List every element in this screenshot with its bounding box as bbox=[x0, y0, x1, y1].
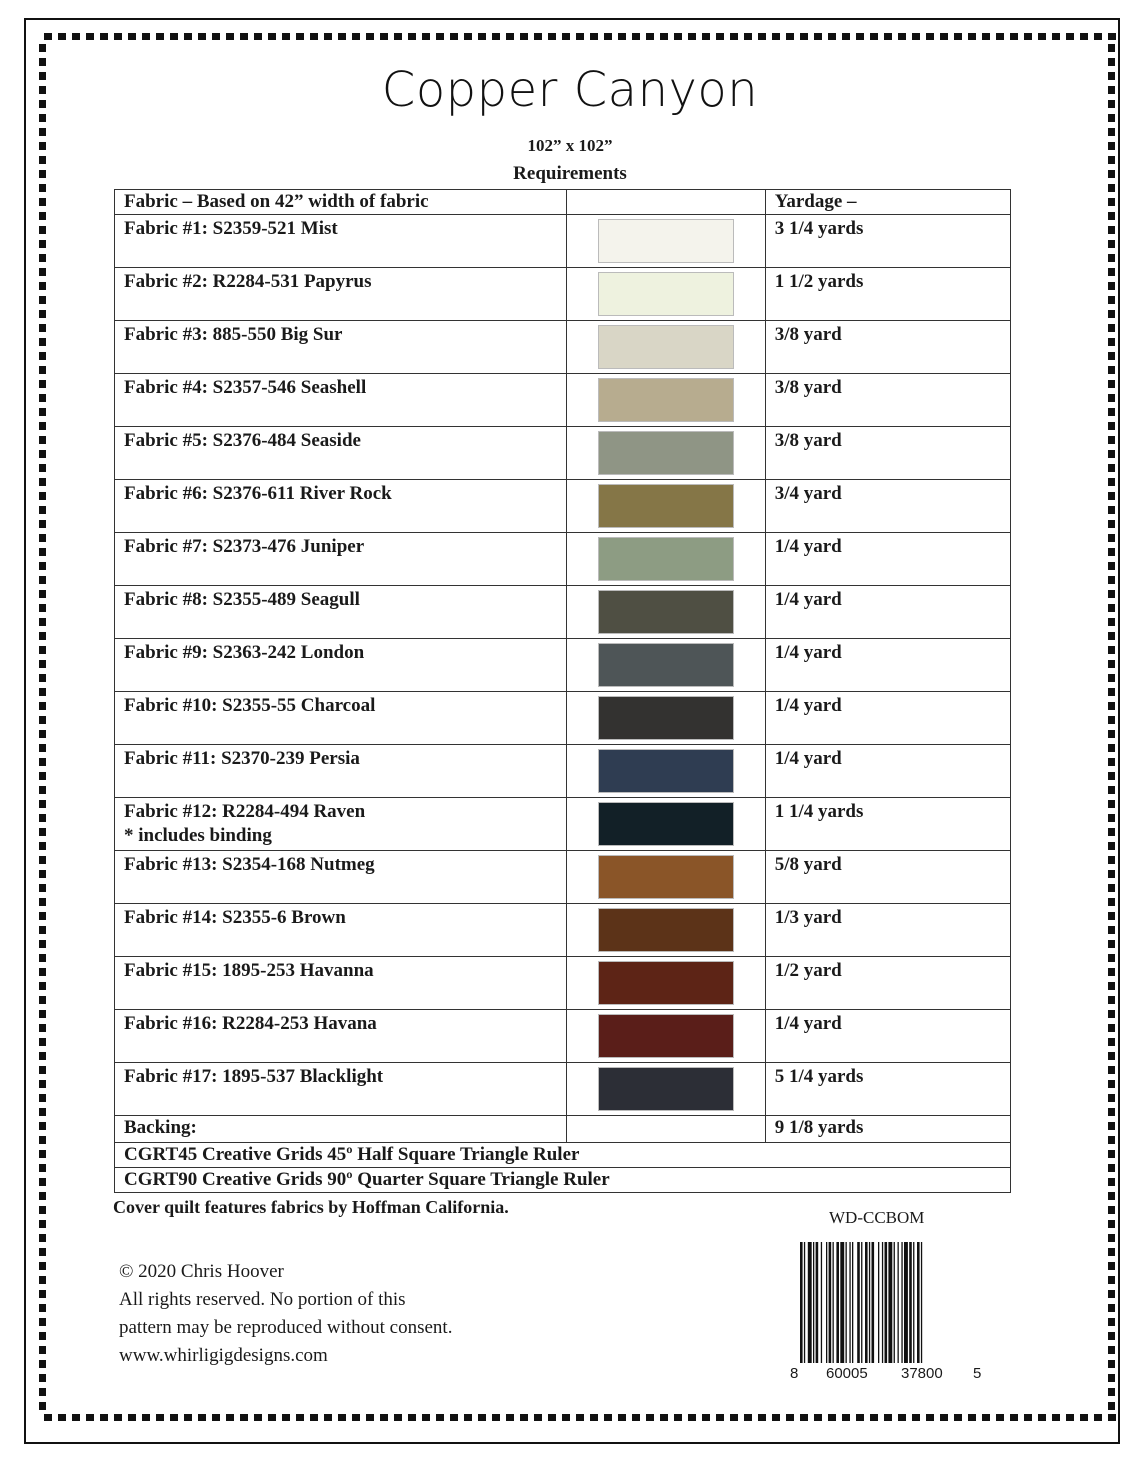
fabric-name-cell bbox=[115, 692, 567, 745]
dotted-border-left bbox=[39, 44, 46, 1410]
table-row bbox=[115, 321, 1011, 374]
swatch-cell bbox=[566, 533, 765, 586]
table-header-row bbox=[115, 190, 1011, 215]
swatch-cell bbox=[566, 1063, 765, 1116]
backing-yardage: 9 1/8 yards bbox=[765, 1116, 1010, 1143]
yardage-cell: 1 1/4 yards bbox=[765, 798, 1010, 851]
fabric-name-cell bbox=[115, 268, 567, 321]
swatch-cell bbox=[566, 692, 765, 745]
table-row bbox=[115, 745, 1011, 798]
barcode-bar bbox=[913, 1242, 914, 1363]
fabric-name-cell bbox=[115, 480, 567, 533]
yardage-cell: 5/8 yard bbox=[765, 851, 1010, 904]
fabric-name-cell bbox=[115, 798, 567, 851]
barcode-digits-right: 37800 bbox=[901, 1365, 943, 1382]
barcode-bar bbox=[898, 1242, 899, 1363]
swatch-cell bbox=[566, 480, 765, 533]
fabric-name-cell bbox=[115, 533, 567, 586]
barcode-bar bbox=[800, 1242, 803, 1363]
table-row bbox=[115, 904, 1011, 957]
barcode-bar bbox=[909, 1242, 912, 1363]
barcode-bar bbox=[894, 1242, 895, 1363]
barcode-bar bbox=[829, 1242, 832, 1363]
barcode-bar bbox=[861, 1242, 862, 1363]
swatch-cell bbox=[566, 798, 765, 851]
yardage-cell: 1 1/2 yards bbox=[765, 268, 1010, 321]
fabric-credit: Cover quilt features fabrics by Hoffman California. bbox=[113, 1197, 509, 1217]
fabric-label: Fabric #14: S2355-6 Brown bbox=[124, 907, 346, 928]
yardage-cell: 1/2 yard bbox=[765, 957, 1010, 1010]
dotted-border-right bbox=[1108, 44, 1115, 1410]
table-row bbox=[115, 427, 1011, 480]
fabric-name-cell bbox=[115, 215, 567, 268]
header-fabric: Fabric – Based on 42” width of fabric bbox=[115, 190, 567, 215]
fabric-name-cell bbox=[115, 904, 567, 957]
fabric-swatch bbox=[598, 855, 734, 899]
barcode-bar bbox=[857, 1242, 860, 1363]
barcode-digit-check: 5 bbox=[973, 1365, 982, 1382]
swatch-cell bbox=[566, 957, 765, 1010]
rights-line: All rights reserved. No portion of this bbox=[119, 1289, 406, 1310]
table-row bbox=[115, 586, 1011, 639]
barcode-bar bbox=[849, 1242, 850, 1363]
fabric-label: Fabric #5: S2376-484 Seaside bbox=[124, 430, 361, 451]
yardage-cell: 5 1/4 yards bbox=[765, 1063, 1010, 1116]
fabric-label: Fabric #4: S2357-546 Seashell bbox=[124, 377, 367, 398]
fabric-swatch bbox=[598, 431, 734, 475]
fabric-label: Fabric #3: 885-550 Big Sur bbox=[124, 324, 343, 345]
fabric-swatch bbox=[598, 908, 734, 952]
barcode-bar bbox=[888, 1242, 892, 1363]
fabric-label: Fabric #11: S2370-239 Persia bbox=[124, 748, 360, 769]
pattern-code: WD-CCBOM bbox=[829, 1208, 925, 1227]
barcode-bar bbox=[885, 1242, 888, 1363]
swatch-cell bbox=[566, 1010, 765, 1063]
fabric-label: Fabric #9: S2363-242 London bbox=[124, 642, 365, 663]
fabric-label: Fabric #15: 1895-253 Havanna bbox=[124, 960, 374, 981]
fabric-swatch bbox=[598, 219, 734, 263]
fabric-swatch bbox=[598, 378, 734, 422]
barcode-bar bbox=[921, 1242, 922, 1363]
barcode-bar bbox=[804, 1242, 805, 1363]
fabric-label: Fabric #17: 1895-537 Blacklight bbox=[124, 1066, 384, 1087]
fabric-name-cell bbox=[115, 586, 567, 639]
swatch-cell bbox=[566, 215, 765, 268]
fabric-name-cell bbox=[115, 1010, 567, 1063]
yardage-cell: 3/8 yard bbox=[765, 321, 1010, 374]
swatch-cell bbox=[566, 851, 765, 904]
barcode-bar bbox=[878, 1242, 879, 1363]
backing-label: Backing: bbox=[115, 1116, 567, 1143]
table-row bbox=[115, 374, 1011, 427]
barcode-bar bbox=[904, 1242, 908, 1363]
table-row bbox=[115, 268, 1011, 321]
yardage-cell: 3/8 yard bbox=[765, 427, 1010, 480]
table-row bbox=[115, 639, 1011, 692]
fabric-label: Fabric #1: S2359-521 Mist bbox=[124, 218, 338, 239]
yardage-cell: 1/4 yard bbox=[765, 745, 1010, 798]
fabric-swatch bbox=[598, 1067, 734, 1111]
fabric-swatch bbox=[598, 325, 734, 369]
fabric-label: Fabric #10: S2355-55 Charcoal bbox=[124, 695, 376, 716]
fabric-swatch bbox=[598, 272, 734, 316]
fabric-swatch bbox=[598, 1014, 734, 1058]
fabric-name-cell bbox=[115, 1063, 567, 1116]
copyright-line: © 2020 Chris Hoover bbox=[119, 1261, 284, 1282]
fabric-name-cell bbox=[115, 851, 567, 904]
swatch-cell bbox=[566, 374, 765, 427]
barcode-digit-lead: 8 bbox=[790, 1365, 799, 1382]
fabric-swatch bbox=[598, 537, 734, 581]
barcode-bar bbox=[882, 1242, 883, 1363]
yardage-cell: 1/4 yard bbox=[765, 533, 1010, 586]
dotted-border-bottom bbox=[44, 1414, 1120, 1421]
fabric-label: Fabric #6: S2376-611 River Rock bbox=[124, 483, 392, 504]
barcode-bar bbox=[821, 1242, 822, 1363]
barcode-digits-left: 60005 bbox=[826, 1365, 868, 1382]
table-row bbox=[115, 851, 1011, 904]
table-row bbox=[115, 692, 1011, 745]
table-row bbox=[115, 1010, 1011, 1063]
fabric-requirements-table bbox=[114, 189, 1011, 1193]
barcode-bar bbox=[865, 1242, 868, 1363]
swatch-cell bbox=[566, 586, 765, 639]
yardage-cell: 3 1/4 yards bbox=[765, 215, 1010, 268]
swatch-cell bbox=[566, 427, 765, 480]
table-row bbox=[115, 957, 1011, 1010]
yardage-cell: 1/4 yard bbox=[765, 586, 1010, 639]
fabric-label: Fabric #7: S2373-476 Juniper bbox=[124, 536, 365, 557]
yardage-cell: 1/3 yard bbox=[765, 904, 1010, 957]
yardage-cell: 1/4 yard bbox=[765, 639, 1010, 692]
barcode-bar bbox=[846, 1242, 847, 1363]
barcode-bar bbox=[816, 1242, 819, 1363]
backing-empty-cell bbox=[566, 1116, 765, 1143]
barcode-bar bbox=[852, 1242, 853, 1363]
header-yardage: Yardage – bbox=[765, 190, 1010, 215]
consent-line: pattern may be reproduced without consent. bbox=[119, 1317, 453, 1338]
swatch-cell bbox=[566, 268, 765, 321]
dotted-border-top bbox=[44, 33, 1120, 40]
barcode-bar bbox=[836, 1242, 839, 1363]
barcode-bar bbox=[808, 1242, 812, 1363]
fabric-label: Fabric #16: R2284-253 Havana bbox=[124, 1013, 377, 1034]
fabric-name-cell bbox=[115, 427, 567, 480]
barcode-bar bbox=[901, 1242, 902, 1363]
barcode-bar bbox=[840, 1242, 844, 1363]
fabric-label: Fabric #13: S2354-168 Nutmeg bbox=[124, 854, 375, 875]
fabric-note: * includes binding bbox=[124, 825, 272, 846]
yardage-cell: 3/4 yard bbox=[765, 480, 1010, 533]
fabric-name-cell bbox=[115, 639, 567, 692]
barcode bbox=[796, 1242, 974, 1363]
swatch-cell bbox=[566, 321, 765, 374]
barcode-bar bbox=[872, 1242, 875, 1363]
barcode-bar bbox=[833, 1242, 834, 1363]
copyright-block bbox=[119, 1258, 452, 1370]
tool-label: CGRT45 Creative Grids 45º Half Square Triangle Ruler bbox=[115, 1143, 1011, 1168]
barcode-bar bbox=[813, 1242, 814, 1363]
barcode-bar bbox=[917, 1242, 920, 1363]
swatch-cell bbox=[566, 639, 765, 692]
fabric-swatch bbox=[598, 484, 734, 528]
tool-row bbox=[115, 1168, 1011, 1193]
fabric-swatch bbox=[598, 961, 734, 1005]
table-row bbox=[115, 798, 1011, 851]
tool-row bbox=[115, 1143, 1011, 1168]
fabric-name-cell bbox=[115, 321, 567, 374]
table-row bbox=[115, 533, 1011, 586]
header-swatch bbox=[566, 190, 765, 215]
table-row bbox=[115, 215, 1011, 268]
fabric-label: Fabric #12: R2284-494 Raven bbox=[124, 801, 366, 822]
barcode-bar bbox=[869, 1242, 870, 1363]
fabric-swatch bbox=[598, 590, 734, 634]
yardage-cell: 3/8 yard bbox=[765, 374, 1010, 427]
table-row bbox=[115, 1063, 1011, 1116]
fabric-name-cell bbox=[115, 745, 567, 798]
pattern-title: Copper Canyon bbox=[381, 62, 759, 118]
quilt-size: 102” x 102” bbox=[527, 136, 613, 155]
yardage-cell: 1/4 yard bbox=[765, 692, 1010, 745]
requirements-heading: Requirements bbox=[513, 163, 627, 184]
fabric-swatch bbox=[598, 696, 734, 740]
fabric-name-cell bbox=[115, 957, 567, 1010]
fabric-label: Fabric #2: R2284-531 Papyrus bbox=[124, 271, 372, 292]
tool-label: CGRT90 Creative Grids 90º Quarter Square Triangle Ruler bbox=[115, 1168, 1011, 1193]
fabric-name-cell bbox=[115, 374, 567, 427]
swatch-cell bbox=[566, 904, 765, 957]
fabric-swatch bbox=[598, 802, 734, 846]
barcode-bar bbox=[826, 1242, 827, 1363]
website-link[interactable]: www.whirligigdesigns.com bbox=[119, 1345, 328, 1366]
yardage-cell: 1/4 yard bbox=[765, 1010, 1010, 1063]
backing-row bbox=[115, 1116, 1011, 1143]
swatch-cell bbox=[566, 745, 765, 798]
fabric-swatch bbox=[598, 749, 734, 793]
table-row bbox=[115, 480, 1011, 533]
fabric-label: Fabric #8: S2355-489 Seagull bbox=[124, 589, 360, 610]
fabric-swatch bbox=[598, 643, 734, 687]
